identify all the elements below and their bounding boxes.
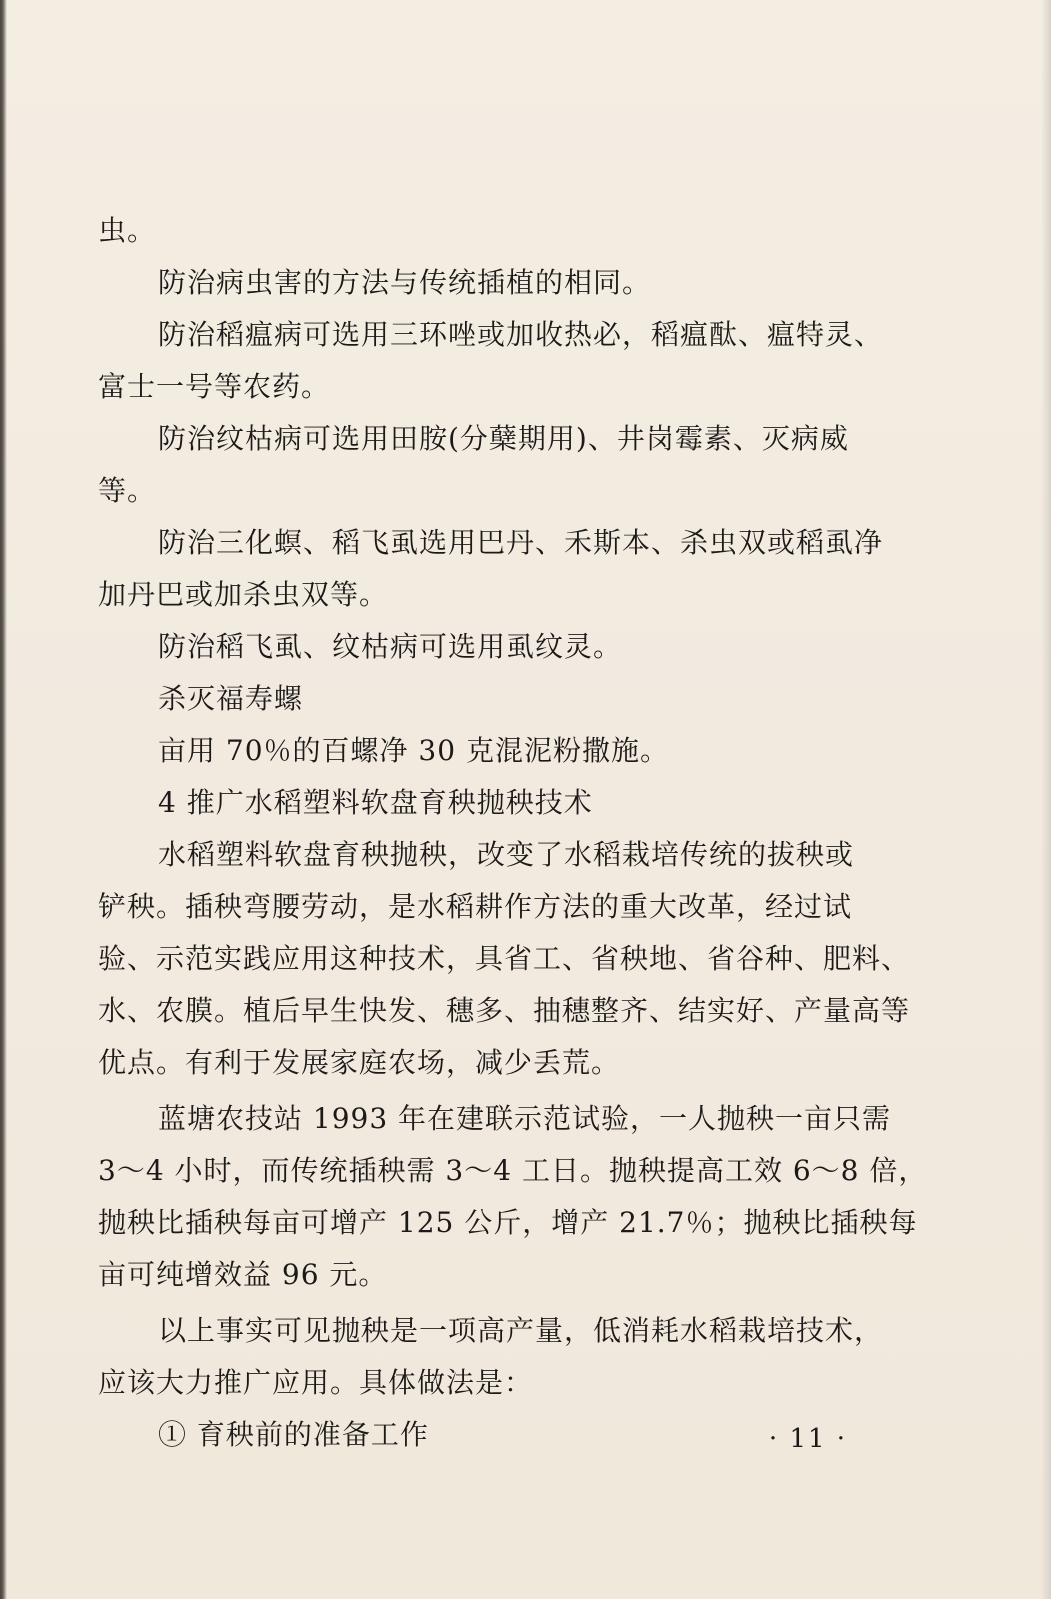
body-text — [98, 205, 928, 1461]
text-line: 水、农膜。植后早生快发、穗多、抽穗整齐、结实好、产量高等 — [98, 994, 911, 1027]
text-line: 亩可纯增效益 96 元。 — [98, 1258, 388, 1291]
page-number: · 11 · — [768, 1424, 848, 1454]
text-line: 杀灭福寿螺 — [158, 682, 304, 715]
text-line: 应该大力推广应用。具体做法是： — [98, 1366, 534, 1399]
text-line: 防治病虫害的方法与传统插植的相同。 — [158, 266, 652, 299]
text-line: 抛秧比插秧每亩可增产 125 公斤，增产 21.7％；抛秧比插秧每 — [98, 1206, 918, 1239]
text-line: 验、示范实践应用这种技术，具省工、省秧地、省谷种、肥料、 — [98, 942, 911, 975]
text-line: 水稻塑料软盘育秧抛秧，改变了水稻栽培传统的拔秧或 — [158, 838, 855, 871]
text-line: 亩用 70％的百螺净 30 克混泥粉撒施。 — [158, 734, 669, 767]
text-line: 等。 — [98, 474, 157, 507]
text-line: 防治三化螟、稻飞虱选用巴丹、禾斯本、杀虫双或稻虱净 — [158, 526, 884, 559]
scan-edge-left — [0, 0, 7, 1599]
subsection-heading: ① 育秧前的准备工作 — [158, 1418, 429, 1451]
text-line: 铲秧。插秧弯腰劳动，是水稻耕作方法的重大改革，经过试 — [98, 890, 853, 923]
scan-edge-right — [1041, 0, 1051, 1599]
text-line: 虫。 — [98, 214, 157, 247]
section-heading: 4 推广水稻塑料软盘育秧抛秧技术 — [158, 786, 593, 819]
text-line: 防治纹枯病可选用田胺(分蘖期用)、井岗霉素、灭病威 — [158, 422, 849, 455]
text-line: 防治稻瘟病可选用三环唑或加收热必，稻瘟酞、瘟特灵、 — [158, 318, 884, 351]
text-line: 蓝塘农技站 1993 年在建联示范试验，一人抛秧一亩只需 — [158, 1102, 892, 1135]
text-line: 以上事实可见抛秧是一项高产量，低消耗水稻栽培技术， — [158, 1314, 884, 1347]
text-line: 富士一号等农药。 — [98, 370, 331, 403]
text-line: 防治稻飞虱、纹枯病可选用虱纹灵。 — [158, 630, 623, 663]
text-line: 加丹巴或加杀虫双等。 — [98, 578, 389, 611]
text-line: 3～4 小时，而传统插秧需 3～4 工日。抛秧提高工效 6～8 倍， — [98, 1154, 928, 1187]
text-line: 优点。有利于发展家庭农场，减少丢荒。 — [98, 1046, 621, 1079]
